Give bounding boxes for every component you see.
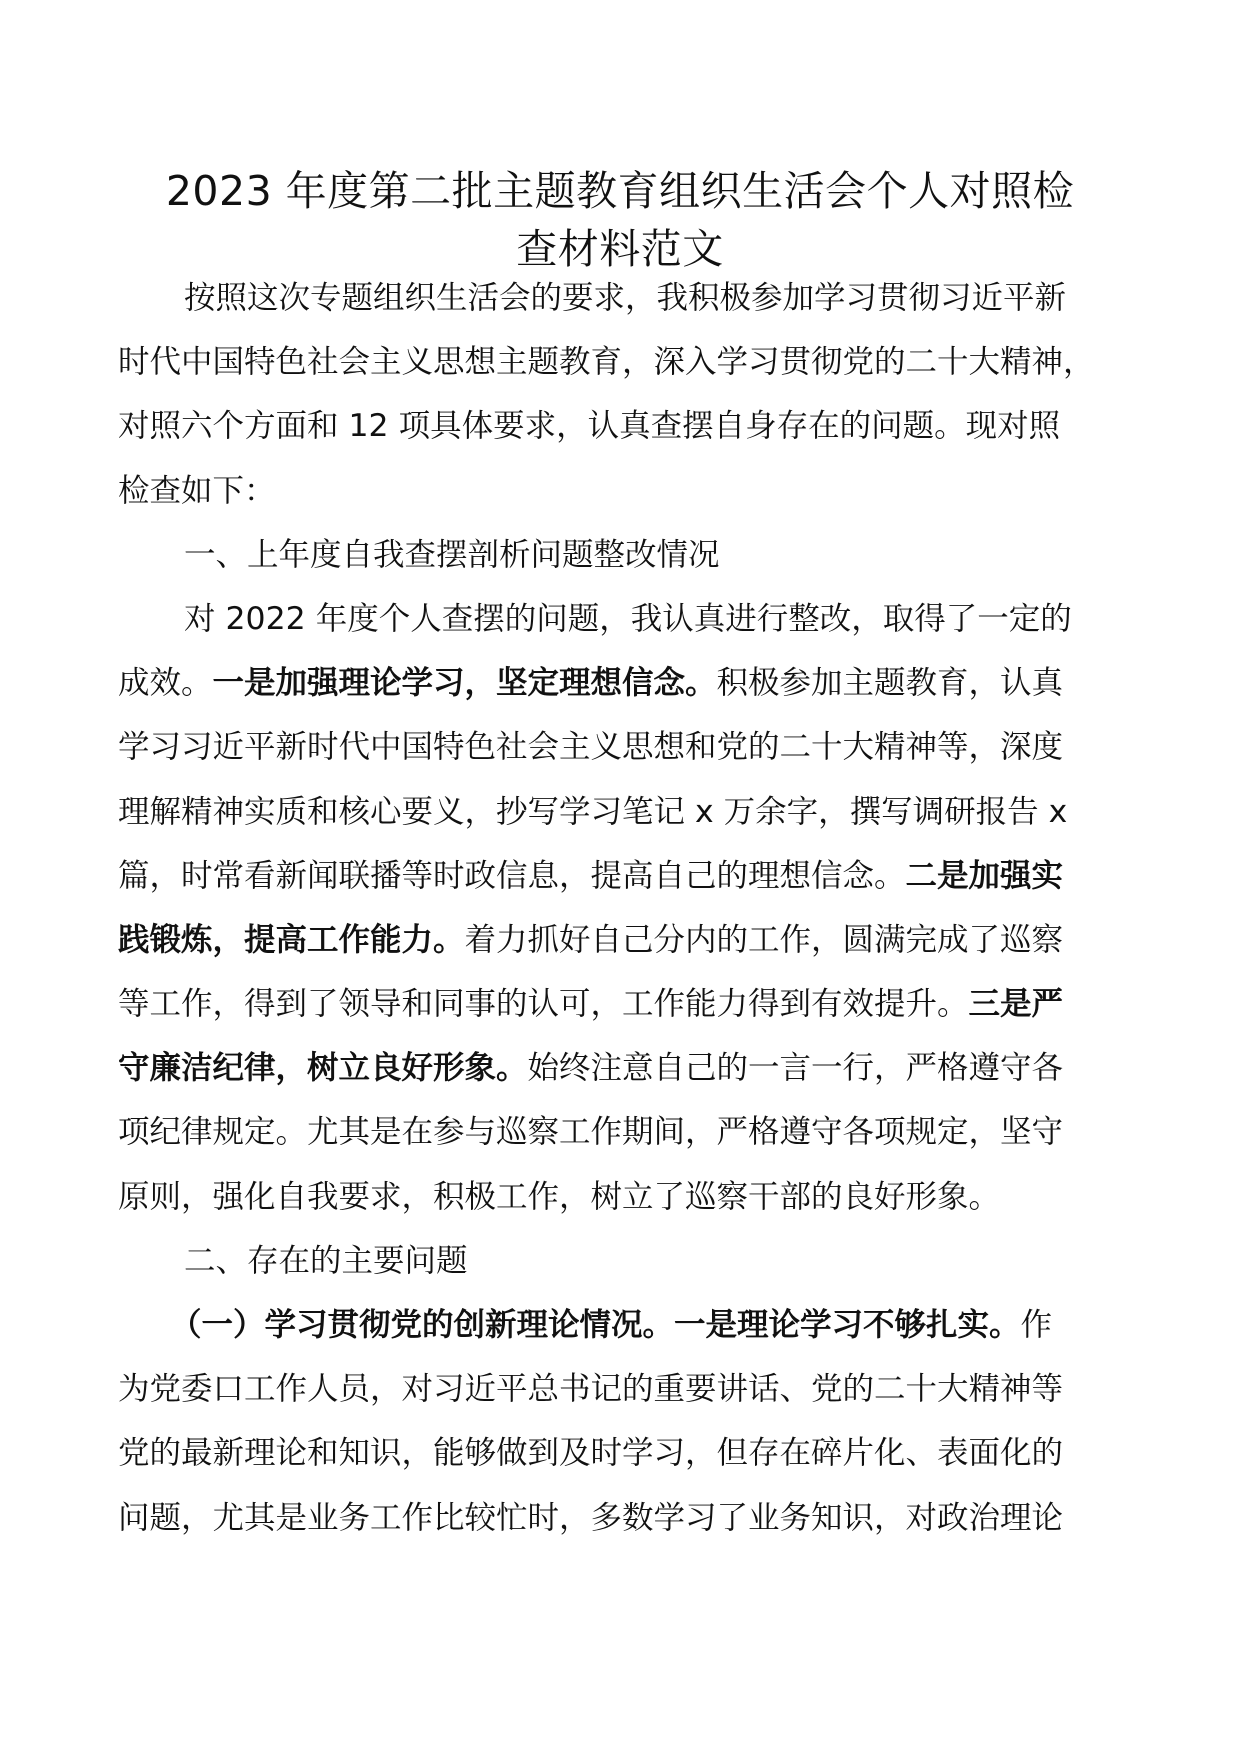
paragraph-line — [118, 651, 1128, 715]
bold-text-segment: 二是加强实 — [905, 857, 1064, 894]
text-segment: 成效。 — [118, 665, 213, 702]
text-segment: 对照六个方面和 12 项具体要求，认真查摆自身存在的问题。现对照 — [118, 408, 1061, 445]
text-segment: 党的最新理论和知识，能够做到及时学习，但存在碎片化、表面化的 — [118, 1435, 1064, 1472]
bold-text-segment: 三是严 — [968, 986, 1064, 1023]
paragraph-line — [118, 394, 1128, 458]
paragraph-line — [118, 1486, 1128, 1550]
text-segment: 理解精神实质和核心要义，抄写学习笔记 x 万余字，撰写调研报告 x — [118, 793, 1068, 830]
paragraph-line — [118, 1293, 1128, 1357]
text-segment: 一、上年度自我查摆剖析问题整改情况 — [184, 536, 720, 573]
paragraph-line — [118, 1229, 1128, 1293]
text-segment: 按照这次专题组织生活会的要求，我积极参加学习贯彻习近平新 — [184, 280, 1067, 316]
text-segment: 篇，时常看新闻联播等时政信息，提高自己的理想信念。 — [118, 857, 906, 894]
text-segment: 检查如下： — [118, 472, 276, 509]
paragraph-line — [118, 459, 1128, 523]
text-segment: 为党委口工作人员，对习近平总书记的重要讲话、党的二十大精神等 — [118, 1371, 1064, 1408]
bold-text-segment: （一）学习贯彻党的创新理论情况。一是理论学习不够扎实。 — [170, 1307, 1021, 1343]
paragraph-line — [118, 780, 1128, 844]
text-segment: 项纪律规定。尤其是在参与巡察工作期间，严格遵守各项规定，坚守 — [118, 1114, 1064, 1151]
text-segment: 积极参加主题教育，认真 — [716, 665, 1064, 702]
paragraph-line — [118, 330, 1128, 394]
bold-text-segment: 践锻炼，提高工作能力。 — [118, 921, 465, 958]
title-line-2: 查材料范文 — [516, 225, 724, 273]
paragraph-line — [118, 1100, 1128, 1164]
bold-text-segment: 一是加强理论学习，坚定理想信念。 — [212, 665, 717, 702]
paragraph-line — [118, 523, 1128, 587]
paragraph-line — [118, 1036, 1128, 1100]
text-segment: 等工作，得到了领导和同事的认可，工作能力得到有效提升。 — [118, 986, 969, 1023]
text-segment: 时代中国特色社会主义思想主题教育，深入学习贯彻党的二十大精神， — [118, 344, 1095, 381]
paragraph-line — [118, 1421, 1128, 1485]
paragraph-line — [118, 266, 1128, 330]
paragraph-line — [118, 587, 1128, 651]
text-segment: 着力抓好自己分内的工作，圆满完成了巡察 — [464, 921, 1064, 958]
text-segment: 对 2022 年度个人查摆的问题，我认真进行整改，取得了一定的 — [184, 600, 1072, 637]
paragraph-line — [118, 715, 1128, 779]
text-segment: 问题，尤其是业务工作比较忙时，多数学习了业务知识，对政治理论 — [118, 1499, 1064, 1536]
text-segment: 作 — [1020, 1307, 1053, 1343]
text-segment: 学习习近平新时代中国特色社会主义思想和党的二十大精神等，深度 — [118, 729, 1064, 766]
paragraph-line — [118, 972, 1128, 1036]
paragraph-line — [118, 1165, 1128, 1229]
paragraph-line — [118, 844, 1128, 908]
document-title — [118, 162, 1122, 278]
bold-text-segment: 守廉洁纪律，树立良好形象。 — [118, 1050, 528, 1087]
document-body — [118, 266, 1128, 1550]
title-line-1: 2023 年度第二批主题教育组织生活会个人对照检 — [165, 167, 1075, 215]
text-segment: 二、存在的主要问题 — [184, 1242, 468, 1279]
paragraph-line — [118, 1357, 1128, 1421]
text-segment: 原则，强化自我要求，积极工作，树立了巡察干部的良好形象。 — [118, 1178, 1001, 1215]
paragraph-line — [118, 908, 1128, 972]
text-segment: 始终注意自己的一言一行，严格遵守各 — [527, 1050, 1064, 1087]
